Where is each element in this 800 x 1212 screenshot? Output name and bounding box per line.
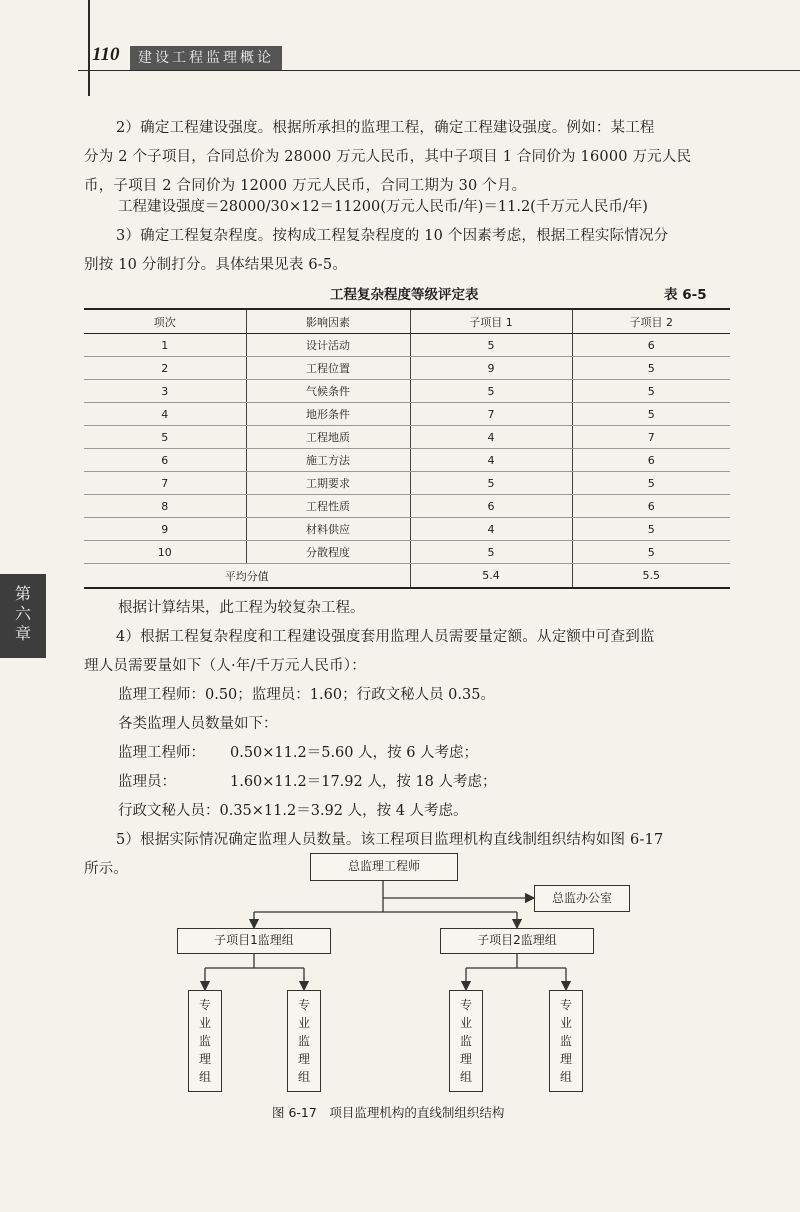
text-line: 所示。 [84, 861, 129, 877]
result-line: 根据计算结果，此工程为较复杂工程。 [118, 600, 365, 616]
box-char: 理 [559, 1052, 572, 1066]
figure-caption: 图 6-17 项目监理机构的直线制组织结构 [272, 1105, 505, 1120]
text-span: 5）根据实际情况确定监理人员数量。该工程项目监理机构直线制组织结构如图 6-17 [116, 832, 664, 848]
average-value-1: 5.4 [410, 564, 572, 589]
cell: 9 [84, 518, 246, 541]
formula-line: 工程建设强度＝28000/30×12＝11200(万元人民币/年)＝11.2(千万元人民币/年) [118, 199, 648, 215]
office-box: 总监办公室 [534, 885, 630, 912]
cell: 4 [410, 426, 572, 449]
group2-box: 子项目2监理组 [440, 928, 594, 954]
cell: 10 [84, 541, 246, 564]
cell: 7 [410, 403, 572, 426]
cell: 5 [410, 541, 572, 564]
box-char: 监 [198, 1034, 211, 1048]
header-cell: 影响因素 [246, 309, 410, 334]
box-char: 理 [198, 1052, 211, 1066]
box-char: 业 [198, 1016, 211, 1030]
cell: 6 [572, 334, 730, 357]
text-span: 2）确定工程建设强度。根据所承担的监理工程，确定工程建设强度。例如：某工程 [116, 120, 655, 136]
cell: 5 [410, 472, 572, 495]
text-line: 分为 2 个子项目，合同总价为 28000 万元人民币，其中子项目 1 合同价为 16000 万元人民 [84, 149, 692, 165]
cell: 4 [84, 403, 246, 426]
cell: 5 [572, 403, 730, 426]
box-char: 业 [297, 1016, 310, 1030]
specialist-group-box [287, 990, 321, 1092]
specialist-group-box [449, 990, 483, 1092]
average-value-2: 5.5 [572, 564, 730, 589]
box-char: 监 [297, 1034, 310, 1048]
chapter-char: 章 [14, 624, 31, 643]
cell: 5 [572, 541, 730, 564]
cell: 7 [572, 426, 730, 449]
header-cell: 子项目 2 [572, 309, 730, 334]
cell: 1 [84, 334, 246, 357]
cell: 4 [410, 449, 572, 472]
cell: 7 [84, 472, 246, 495]
cell: 5 [572, 380, 730, 403]
cell: 5 [410, 380, 572, 403]
text-span: 4）根据工程复杂程度和工程建设强度套用监理人员需要量定额。从定额中可查到监 [116, 629, 655, 645]
cell: 分散程度 [246, 541, 410, 564]
text-line: 理人员需要量如下（人·年/千万元人民币）： [84, 658, 366, 674]
chapter-char: 六 [14, 604, 31, 623]
average-label: 平均分值 [84, 564, 410, 589]
cell: 6 [572, 495, 730, 518]
running-head-title: 建设工程监理概论 [130, 46, 282, 70]
chapter-char: 第 [14, 584, 31, 603]
table-number: 表 6-5 [664, 287, 707, 303]
count-label: 监理员： [118, 774, 176, 790]
text-line: 币，子项目 2 合同价为 12000 万元人民币，合同工期为 30 个月。 [84, 178, 527, 194]
cell: 4 [410, 518, 572, 541]
cell: 5 [572, 472, 730, 495]
cell: 9 [410, 357, 572, 380]
cell: 材料供应 [246, 518, 410, 541]
cell: 设计活动 [246, 334, 410, 357]
cell: 工程性质 [246, 495, 410, 518]
specialist-group-box [549, 990, 583, 1092]
header-cell: 子项目 1 [410, 309, 572, 334]
table-caption: 工程复杂程度等级评定表 [330, 287, 479, 303]
cell: 气候条件 [246, 380, 410, 403]
count-value: 0.50×11.2＝5.60 人，按 6 人考虑； [230, 745, 479, 761]
header-cell: 项次 [84, 309, 246, 334]
cell: 5 [410, 334, 572, 357]
text-span: 3）确定工程复杂程度。按构成工程复杂程度的 10 个因素考虑，根据工程实际情况分 [116, 228, 669, 244]
box-char: 监 [459, 1034, 472, 1048]
count-admin: 行政文秘人员：0.35×11.2＝3.92 人，按 4 人考虑。 [118, 803, 468, 819]
cell: 2 [84, 357, 246, 380]
box-char: 理 [297, 1052, 310, 1066]
box-char: 组 [297, 1070, 310, 1084]
cell: 6 [84, 449, 246, 472]
box-char: 组 [198, 1070, 211, 1084]
cell: 6 [572, 449, 730, 472]
cell: 6 [410, 495, 572, 518]
cell: 施工方法 [246, 449, 410, 472]
box-char: 业 [459, 1016, 472, 1030]
cell: 工程地质 [246, 426, 410, 449]
counts-intro: 各类监理人员数量如下： [118, 716, 278, 732]
quota-line: 监理工程师：0.50；监理员：1.60；行政文秘人员 0.35。 [118, 687, 495, 703]
box-char: 专 [559, 998, 572, 1012]
cell: 5 [572, 357, 730, 380]
box-char: 组 [559, 1070, 572, 1084]
cell: 8 [84, 495, 246, 518]
cell: 工程位置 [246, 357, 410, 380]
cell: 5 [84, 426, 246, 449]
box-char: 组 [459, 1070, 472, 1084]
text-line: 别按 10 分制打分。具体结果见表 6-5。 [84, 257, 348, 273]
box-char: 监 [559, 1034, 572, 1048]
box-char: 专 [459, 998, 472, 1012]
box-char: 理 [459, 1052, 472, 1066]
count-value: 1.60×11.2＝17.92 人，按 18 人考虑； [230, 774, 497, 790]
box-char: 专 [198, 998, 211, 1012]
count-label: 监理工程师： [118, 745, 205, 761]
cell: 工期要求 [246, 472, 410, 495]
box-char: 专 [297, 998, 310, 1012]
cell: 地形条件 [246, 403, 410, 426]
page-number: 110 [92, 44, 120, 65]
specialist-group-box [188, 990, 222, 1092]
cell: 3 [84, 380, 246, 403]
cell: 5 [572, 518, 730, 541]
chief-engineer-box: 总监理工程师 [310, 853, 458, 881]
box-char: 业 [559, 1016, 572, 1030]
group1-box: 子项目1监理组 [177, 928, 331, 954]
